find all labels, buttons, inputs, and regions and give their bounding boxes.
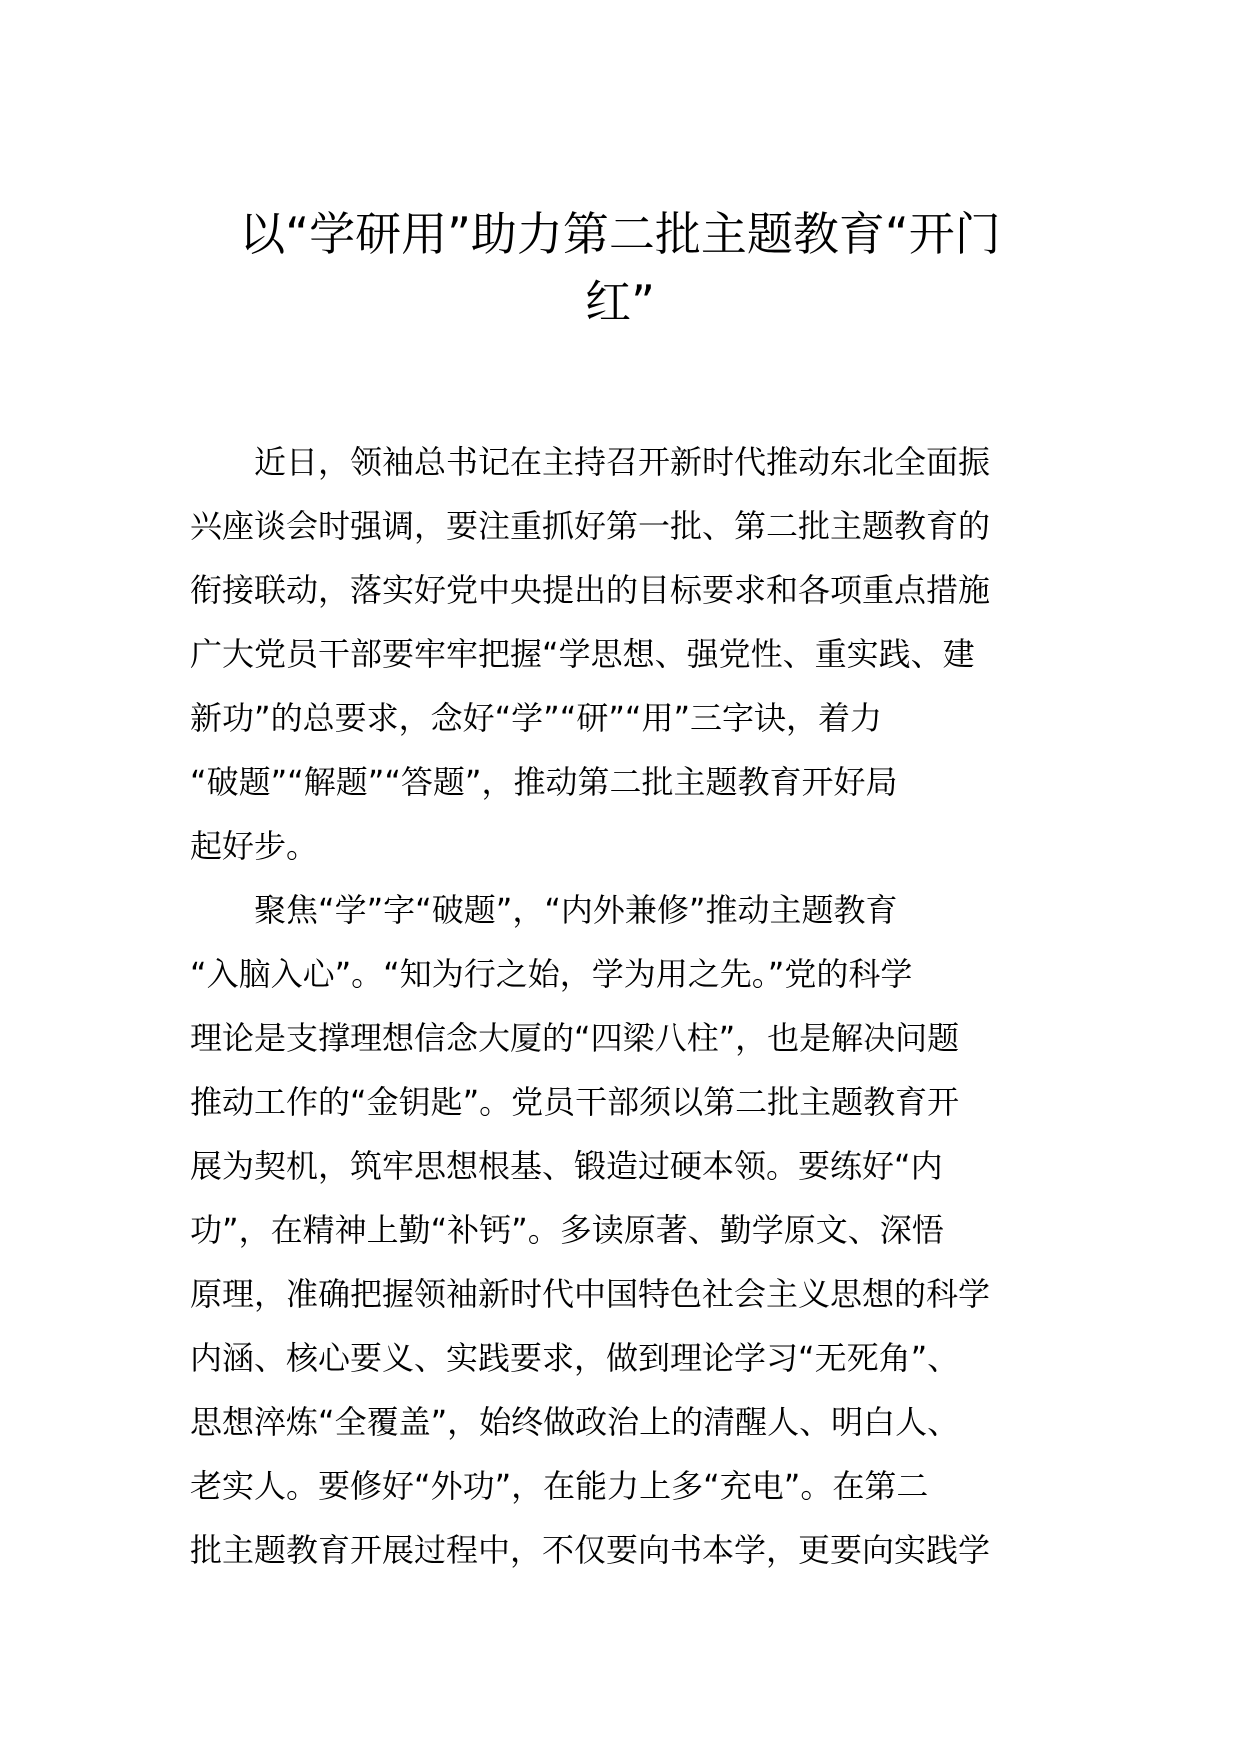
text-line: “破题”“解题”“答题”，推动第二批主题教育开好局 <box>190 763 898 801</box>
text-line: 原理，准确把握领袖新时代中国特色社会主义思想的科学 <box>190 1275 991 1313</box>
title-line: 以“学研用”助力第二批主题教育“开门 <box>239 207 1001 261</box>
text-line: 聚焦“学”字“破题”，“内外兼修”推动主题教育 <box>254 891 898 929</box>
text-line: 近日，领袖总书记在主持召开新时代推动东北全面振 <box>254 443 991 481</box>
text-line: 展为契机，筑牢思想根基、锻造过硬本领。要练好“内 <box>190 1147 943 1185</box>
text-line: 功”，在精神上勤“补钙”。多读原著、勤学原文、深悟 <box>190 1211 944 1249</box>
paragraph-2 <box>190 878 1070 1582</box>
text-line: 兴座谈会时强调，要注重抓好第一批、第二批主题教育的 <box>190 507 991 545</box>
text-line: “入脑入心”。“知为行之始，学为用之先。”党的科学 <box>190 955 913 993</box>
title-line: 红” <box>585 275 655 329</box>
text-line: 内涵、核心要义、实践要求，做到理论学习“无死角”、 <box>190 1339 960 1377</box>
text-line: 新功”的总要求，念好“学”“研”“用”三字诀，着力 <box>190 699 883 737</box>
text-line: 批主题教育开展过程中，不仅要向书本学，更要向实践学 <box>190 1531 991 1569</box>
document-body <box>190 430 1070 1582</box>
paragraph-1 <box>190 430 1070 878</box>
document-title <box>190 200 1050 336</box>
text-line: 起好步。 <box>190 827 319 865</box>
text-line: 思想淬炼“全覆盖”，始终做政治上的清醒人、明白人、 <box>190 1403 960 1441</box>
text-line: 老实人。要修好“外功”，在能力上多“充电”。在第二 <box>190 1467 929 1505</box>
text-line: 衔接联动，落实好党中央提出的目标要求和各项重点措施 <box>190 571 991 609</box>
text-line: 广大党员干部要牢牢把握“学思想、强党性、重实践、建 <box>190 635 975 673</box>
text-line: 推动工作的“金钥匙”。党员干部须以第二批主题教育开 <box>190 1083 960 1121</box>
text-line: 理论是支撑理想信念大厦的“四梁八柱”，也是解决问题 <box>190 1019 960 1057</box>
